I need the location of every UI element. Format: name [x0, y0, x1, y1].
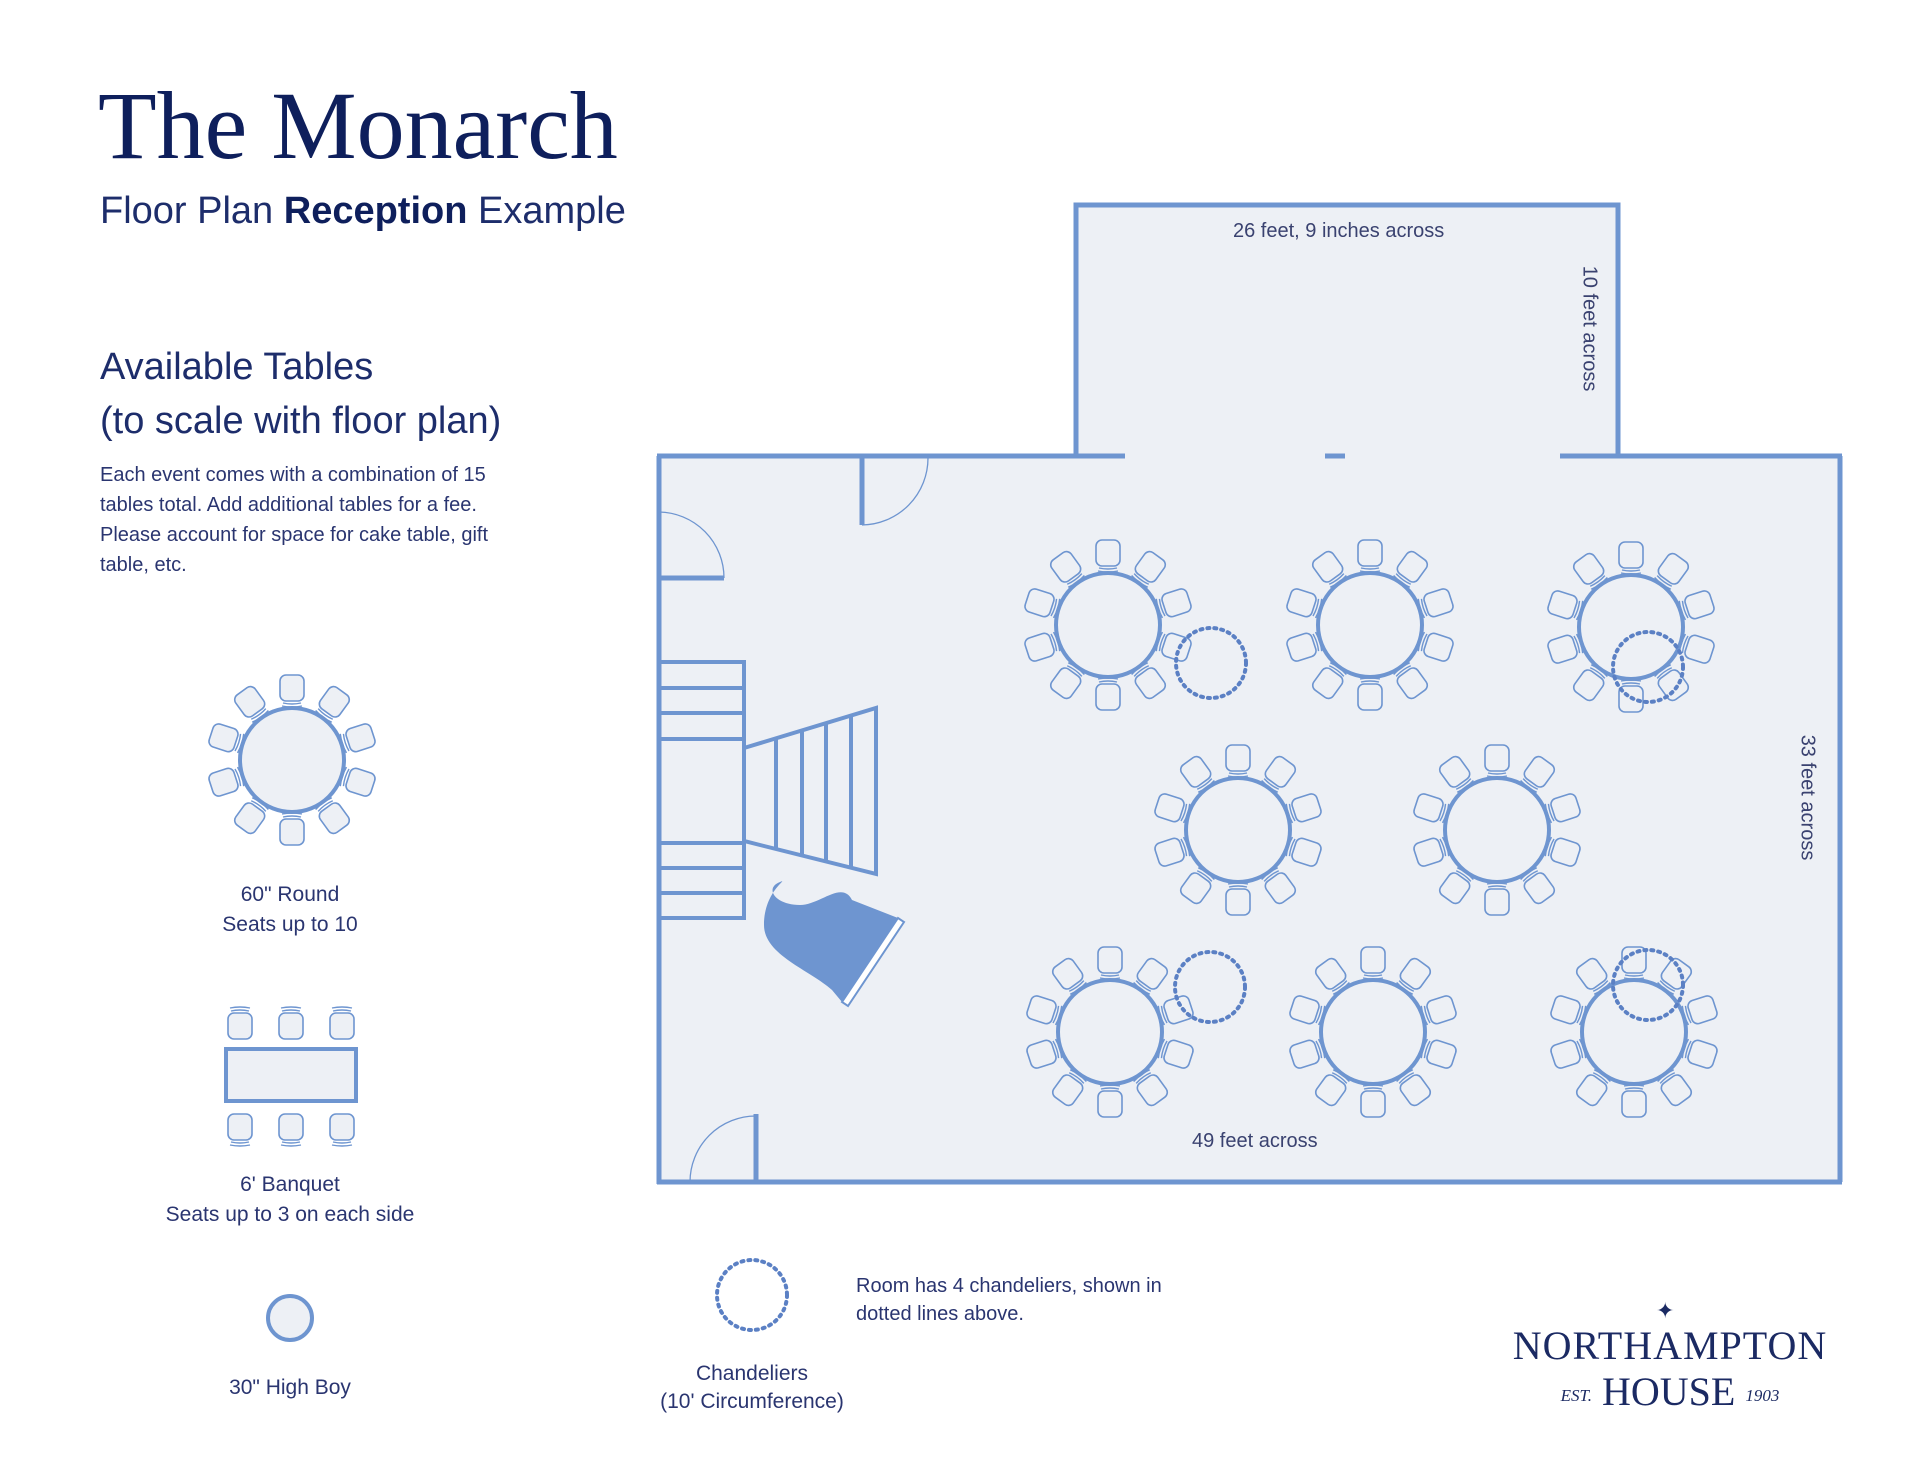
legend-banquet-table [226, 1007, 356, 1146]
table-top [1318, 573, 1422, 677]
subtitle-post: Example [467, 190, 626, 232]
logo-year: 1903 [1745, 1385, 1780, 1405]
legend-round-table [207, 675, 376, 845]
tables-description: Each event comes with a combination of 15 tables total. Add additional tables for a fee. Please account for space for cake table, gift table, etc. [100, 464, 488, 576]
dim-bottom-label: 49 feet across [1192, 1130, 1318, 1152]
table-top [1058, 980, 1162, 1084]
logo-name-line2 [1500, 1368, 1840, 1415]
table-top [1056, 573, 1160, 677]
subtitle-bold: Reception [283, 190, 468, 232]
legend-highboy-table [268, 1296, 312, 1340]
table-top [1321, 980, 1425, 1084]
chandelier-note: Room has 4 chandeliers, shown in dotted lines above. [856, 1275, 1162, 1325]
logo-est: EST. [1560, 1385, 1592, 1405]
chair [280, 675, 304, 707]
legend-chandelier-icon [717, 1260, 787, 1330]
chandelier-size: (10' Circumference) [660, 1390, 844, 1413]
page-title: The Monarch [98, 72, 618, 179]
chair [280, 813, 304, 845]
logo-star-icon: ✦ [1656, 1298, 1675, 1323]
highboy-caption [190, 1373, 390, 1403]
chandelier-caption [652, 1360, 852, 1416]
logo-name-line1: NORTHAMPTON [1512, 1323, 1828, 1368]
highboy-name: 30" High Boy [229, 1376, 351, 1399]
chandelier-name: Chandeliers [695, 1362, 809, 1385]
table-top [1582, 980, 1686, 1084]
dim-top-label: 26 feet, 9 inches across [1233, 220, 1445, 242]
round-caption [190, 880, 390, 940]
table-top [1186, 778, 1290, 882]
round-name: 60" Round [240, 883, 340, 906]
banquet-caption [140, 1170, 440, 1230]
banquet-name: 6' Banquet [240, 1173, 340, 1196]
dim-alcove-side-label: 10 feet across [1578, 265, 1601, 392]
dim-right-label: 33 feet across [1796, 734, 1819, 861]
tables-heading-line2: (to scale with floor plan) [100, 400, 502, 442]
table-top [1579, 575, 1683, 679]
legend-round-table-shape [207, 675, 376, 845]
logo-house: HOUSE [1601, 1369, 1736, 1414]
banquet-seats: Seats up to 3 on each side [165, 1203, 415, 1226]
table-top [240, 708, 344, 812]
subtitle-pre: Floor Plan [100, 190, 284, 232]
tables-heading-line1: Available Tables [100, 346, 374, 388]
table-top [1445, 778, 1549, 882]
round-seats: Seats up to 10 [222, 913, 358, 936]
